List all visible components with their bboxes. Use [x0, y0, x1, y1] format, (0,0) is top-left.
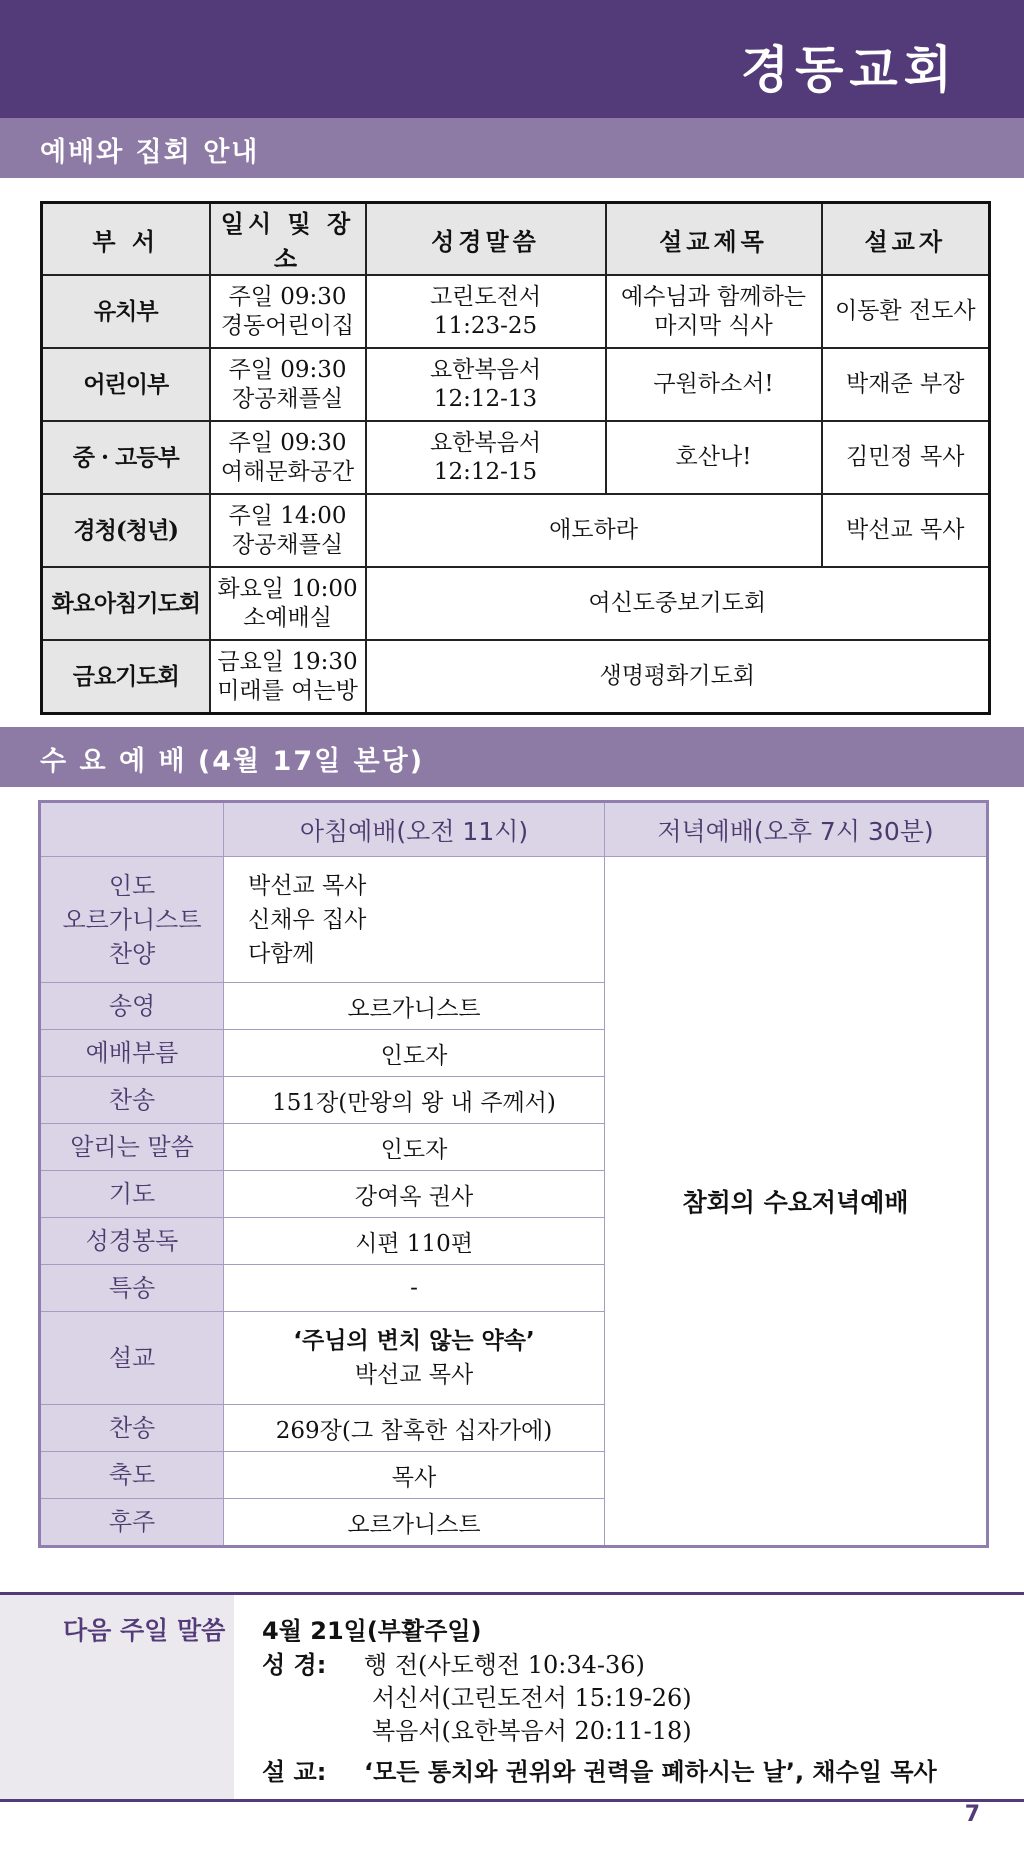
order-value: 인도자 — [224, 1124, 605, 1171]
time-place-cell — [210, 348, 366, 421]
header-scripture: 성경말씀 — [366, 203, 606, 276]
scripture-cell — [366, 421, 606, 494]
table-row — [40, 857, 988, 983]
dept-cell: 유치부 — [42, 275, 210, 348]
scripture-line: 행 전(사도행전 10:34-36) — [364, 1651, 645, 1679]
merged-program-cell: 생명평화기도회 — [366, 640, 990, 714]
order-value: 오르가니스트 — [224, 1499, 605, 1547]
sermon-title-cell — [606, 275, 822, 348]
place-text: 여해문화공간 — [220, 458, 355, 485]
next-sermon: ‘모든 통치와 권위와 권력을 폐하시는 날’, 채수일 목사 — [364, 1758, 937, 1786]
next-week-date: 4월 21일(부활주일) — [262, 1617, 482, 1645]
sermon-label: 설 교: — [262, 1758, 327, 1786]
scripture-verse: 11:23-25 — [433, 312, 538, 339]
section-bar-wednesday — [0, 727, 1024, 787]
place-text: 소예배실 — [243, 604, 332, 631]
role-label: 찬양 — [108, 939, 156, 968]
time-text: 화요일 10:00 — [217, 575, 358, 602]
merged-program-cell: 애도하라 — [366, 494, 822, 567]
role-value-cell — [224, 857, 605, 983]
church-name: 경동교회 — [740, 41, 958, 99]
order-label: 알리는 말씀 — [40, 1124, 224, 1171]
sermon-title-cell: 구원하소서! — [606, 348, 822, 421]
order-value: 목사 — [224, 1452, 605, 1499]
order-label: 찬송 — [40, 1405, 224, 1452]
scripture-book: 요한복음서 — [429, 429, 542, 456]
table-row — [42, 494, 990, 567]
scripture-book: 요한복음서 — [429, 356, 542, 383]
dept-cell: 경청(청년) — [42, 494, 210, 567]
table-header-row — [40, 802, 988, 857]
order-value: 269장(그 참혹한 십자가에) — [224, 1405, 605, 1452]
dept-cell: 금요기도회 — [42, 640, 210, 714]
time-text: 금요일 19:30 — [217, 648, 358, 675]
table-header-row — [42, 203, 990, 276]
preacher-cell: 박선교 목사 — [822, 494, 990, 567]
scripture-verse: 12:12-15 — [433, 458, 538, 485]
sermon-preacher: 박선교 목사 — [354, 1362, 474, 1388]
section-bar-services — [0, 118, 1024, 178]
order-value: 강여옥 권사 — [224, 1171, 605, 1218]
header-morning-service: 아침예배(오전 11시) — [224, 802, 605, 857]
role-label: 오르가니스트 — [62, 905, 202, 934]
header-preacher: 설교자 — [822, 203, 990, 276]
time-place-cell — [210, 567, 366, 640]
time-text: 주일 14:00 — [228, 502, 347, 529]
evening-service-cell: 참회의 수요저녁예배 — [605, 857, 988, 1547]
section-title: 수 요 예 배 (4월 17일 본당) — [40, 746, 425, 777]
role-value: 다함께 — [248, 940, 315, 967]
order-value: 151장(만왕의 왕 내 주께서) — [224, 1077, 605, 1124]
table-row — [42, 640, 990, 714]
order-value: 오르가니스트 — [224, 983, 605, 1030]
order-label: 예배부름 — [40, 1030, 224, 1077]
header-evening-service: 저녁예배(오후 7시 30분) — [605, 802, 988, 857]
dept-cell: 중 · 고등부 — [42, 421, 210, 494]
scripture-verse: 12:12-13 — [433, 385, 538, 412]
scripture-line: 복음서(요한복음서 20:11-18) — [372, 1717, 692, 1745]
header-dept: 부 서 — [42, 203, 210, 276]
header-sermon-title: 설교제목 — [606, 203, 822, 276]
time-text: 주일 09:30 — [228, 356, 347, 383]
next-week-label: 다음 주일 말씀 — [63, 1616, 226, 1645]
table-row — [42, 275, 990, 348]
sermon-title: ‘주님의 변치 않는 약속’ — [293, 1328, 535, 1354]
sermon-title-line: 예수님과 함께하는 — [620, 283, 807, 310]
preacher-cell: 이동환 전도사 — [822, 275, 990, 348]
role-label: 인도 — [108, 871, 156, 900]
place-text: 미래를 여는방 — [217, 677, 358, 704]
scripture-label: 성 경: — [262, 1651, 327, 1679]
scripture-book: 고린도전서 — [429, 283, 542, 310]
table-row — [42, 348, 990, 421]
order-label: 특송 — [40, 1265, 224, 1312]
preacher-cell: 박재준 부장 — [822, 348, 990, 421]
order-value: 시편 110편 — [224, 1218, 605, 1265]
header-time-place: 일시 및 장소 — [210, 203, 366, 276]
time-text: 주일 09:30 — [228, 283, 347, 310]
place-text: 장공채플실 — [231, 385, 344, 412]
order-value: 인도자 — [224, 1030, 605, 1077]
order-label: 성경봉독 — [40, 1218, 224, 1265]
scripture-line: 서신서(고린도전서 15:19-26) — [372, 1684, 692, 1712]
next-week-section — [0, 1592, 1024, 1802]
scripture-cell — [366, 348, 606, 421]
table-row — [42, 567, 990, 640]
role-label-cell — [40, 857, 224, 983]
time-place-cell — [210, 275, 366, 348]
role-value: 신채우 집사 — [248, 906, 367, 933]
time-text: 주일 09:30 — [228, 429, 347, 456]
sermon-title-line: 마지막 식사 — [654, 312, 773, 339]
merged-program-cell: 여신도중보기도회 — [366, 567, 990, 640]
sermon-title-cell: 호산나! — [606, 421, 822, 494]
service-schedule-table — [40, 201, 991, 715]
order-label: 설교 — [40, 1312, 224, 1405]
table-row — [42, 421, 990, 494]
order-label: 기도 — [40, 1171, 224, 1218]
preacher-cell: 김민정 목사 — [822, 421, 990, 494]
place-text: 경동어린이집 — [220, 312, 355, 339]
header-empty — [40, 802, 224, 857]
order-label: 축도 — [40, 1452, 224, 1499]
order-label: 후주 — [40, 1499, 224, 1547]
order-value: - — [224, 1265, 605, 1312]
sermon-cell — [224, 1312, 605, 1405]
scripture-cell — [366, 275, 606, 348]
time-place-cell — [210, 494, 366, 567]
dept-cell: 어린이부 — [42, 348, 210, 421]
dept-cell: 화요아침기도회 — [42, 567, 210, 640]
wednesday-service-table — [38, 800, 989, 1548]
section-title: 예배와 집회 안내 — [40, 137, 260, 168]
place-text: 장공채플실 — [231, 531, 344, 558]
time-place-cell — [210, 640, 366, 714]
page-number: 7 — [964, 1802, 980, 1827]
order-label: 찬송 — [40, 1077, 224, 1124]
role-value: 박선교 목사 — [248, 872, 367, 899]
time-place-cell — [210, 421, 366, 494]
order-label: 송영 — [40, 983, 224, 1030]
header-banner — [0, 0, 1024, 118]
